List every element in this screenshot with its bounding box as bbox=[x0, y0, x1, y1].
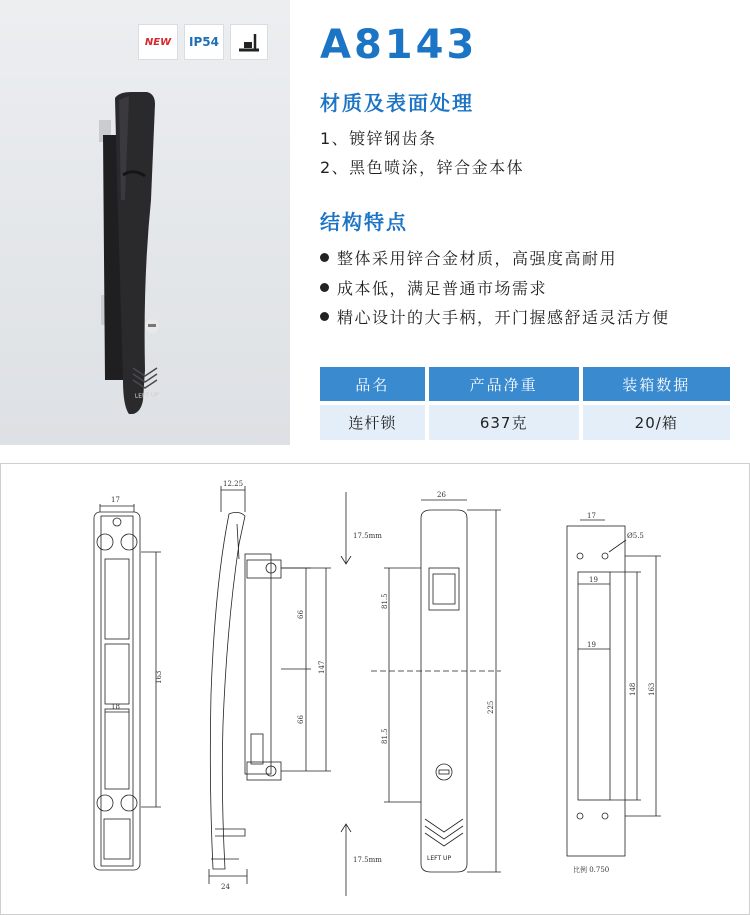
technical-drawing bbox=[0, 463, 750, 915]
dim-label: 148 bbox=[629, 682, 637, 696]
dim-label: 163 bbox=[648, 682, 656, 696]
dim-label: 66 bbox=[297, 610, 305, 619]
feature-item bbox=[320, 246, 617, 269]
dim-label: 17 bbox=[111, 496, 120, 504]
feature-heading: 结构特点 bbox=[320, 210, 408, 234]
dim-label: Ø5.5 bbox=[627, 532, 644, 540]
back-view bbox=[94, 496, 163, 870]
scale-label: 比例 0.750 bbox=[573, 866, 610, 874]
dim-label: 81.5 bbox=[381, 593, 389, 609]
feature-text: 整体采用锌合金材质，高强度高耐用 bbox=[337, 249, 618, 268]
product-photo-panel bbox=[0, 0, 290, 445]
dim-label: 66 bbox=[297, 715, 305, 724]
dim-label: 81.5 bbox=[381, 728, 389, 744]
feature-item bbox=[320, 305, 670, 328]
dim-label: 26 bbox=[437, 491, 446, 499]
spec-table-header bbox=[320, 367, 730, 403]
feature-text: 精心设计的大手柄，开门握感舒适灵活方便 bbox=[337, 308, 670, 327]
material-item-2: 2、黑色喷涂，锌合金本体 bbox=[320, 158, 525, 177]
new-badge: NEW bbox=[138, 24, 178, 60]
dim-label: 17.5mm bbox=[353, 532, 382, 540]
bullet-icon bbox=[320, 253, 329, 262]
cutout-template bbox=[567, 512, 661, 874]
dim-label: 18 bbox=[111, 703, 120, 711]
front-view bbox=[371, 491, 501, 872]
table-row bbox=[320, 403, 730, 440]
dim-label: 24 bbox=[221, 883, 230, 891]
ip54-badge: IP54 bbox=[184, 24, 224, 60]
header-packing: 装箱数据 bbox=[581, 367, 731, 403]
cell-packing: 20/箱 bbox=[581, 403, 731, 440]
dim-label: 225 bbox=[487, 700, 495, 714]
badge-row bbox=[138, 24, 268, 60]
feature-item bbox=[320, 276, 547, 299]
product-title: A8143 bbox=[320, 22, 478, 68]
panel-mount-icon bbox=[230, 24, 268, 60]
material-item-1: 1、镀锌钢齿条 bbox=[320, 129, 437, 148]
product-image bbox=[85, 80, 195, 425]
header-weight: 产品净重 bbox=[427, 367, 581, 403]
header-name: 品名 bbox=[320, 367, 427, 403]
dim-label: 19 bbox=[587, 641, 596, 649]
material-heading: 材质及表面处理 bbox=[320, 91, 474, 115]
side-view bbox=[209, 480, 331, 891]
dim-label: 17 bbox=[587, 512, 596, 520]
dim-label: 19 bbox=[589, 576, 598, 584]
drawing-label: LEFT UP bbox=[427, 855, 452, 862]
cell-weight: 637克 bbox=[427, 403, 581, 440]
bullet-icon bbox=[320, 312, 329, 321]
dim-label: 12.25 bbox=[223, 480, 244, 488]
dim-label: 17.5mm bbox=[353, 856, 382, 864]
cell-name: 连杆锁 bbox=[320, 403, 427, 440]
direction-arrows bbox=[341, 492, 382, 896]
dim-label: 163 bbox=[155, 670, 163, 684]
bullet-icon bbox=[320, 283, 329, 292]
dim-label: 147 bbox=[318, 660, 326, 674]
feature-text: 成本低，满足普通市场需求 bbox=[337, 279, 548, 298]
spec-table bbox=[320, 367, 730, 440]
product-label: LEFT UP bbox=[134, 391, 160, 400]
